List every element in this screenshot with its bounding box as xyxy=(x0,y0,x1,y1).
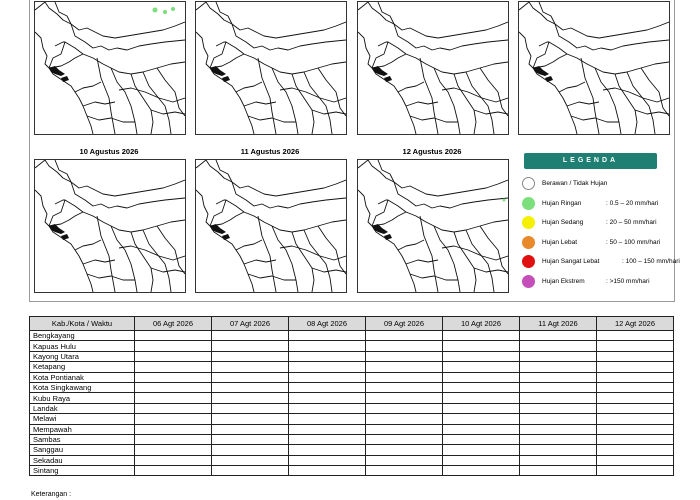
table-cell xyxy=(366,341,443,351)
table-cell xyxy=(289,414,366,424)
region-name: Sambas xyxy=(30,434,135,444)
table-cell xyxy=(289,331,366,341)
table-cell xyxy=(597,434,674,444)
legend-label: Hujan Lebat xyxy=(542,238,578,246)
table-cell xyxy=(366,455,443,465)
table-cell xyxy=(366,403,443,413)
legend-title: LEGENDA xyxy=(524,153,657,169)
table-cell xyxy=(366,393,443,403)
table-cell xyxy=(520,351,597,361)
legend-label: Berawan / Tidak Hujan xyxy=(542,180,608,187)
table-cell xyxy=(597,466,674,476)
table-cell xyxy=(520,372,597,382)
table-cell xyxy=(135,466,212,476)
table-cell xyxy=(520,331,597,341)
table-row xyxy=(30,466,674,476)
legend-range: : 100 – 150 mm/hari xyxy=(622,258,680,265)
region-name: Kota Pontianak xyxy=(30,372,135,382)
region-name: Bengkayang xyxy=(30,331,135,341)
table-cell xyxy=(212,351,289,361)
header-region: Kab./Kota / Waktu xyxy=(30,317,135,331)
table-cell xyxy=(289,403,366,413)
table-cell xyxy=(443,351,520,361)
region-name: Sekadau xyxy=(30,455,135,465)
table-cell xyxy=(289,382,366,392)
forecast-panel xyxy=(352,146,512,298)
table-cell xyxy=(135,393,212,403)
header-date: 10 Agt 2026 xyxy=(443,317,520,331)
rain-map xyxy=(195,159,347,293)
table-cell xyxy=(289,341,366,351)
region-name: Kayong Utara xyxy=(30,351,135,361)
region-name: Ketapang xyxy=(30,362,135,372)
table-cell xyxy=(212,434,289,444)
table-cell xyxy=(212,393,289,403)
table-row xyxy=(30,331,674,341)
rain-map xyxy=(518,1,670,135)
table-cell xyxy=(212,382,289,392)
panel-date-title: 10 Agustus 2026 xyxy=(79,147,139,156)
table-cell xyxy=(443,455,520,465)
header-date: 06 Agt 2026 xyxy=(135,317,212,331)
table-cell xyxy=(212,414,289,424)
table-cell xyxy=(597,341,674,351)
table-cell xyxy=(135,372,212,382)
table-cell xyxy=(289,455,366,465)
table-cell xyxy=(597,331,674,341)
light-rain-spot xyxy=(503,199,506,202)
table-cell xyxy=(443,403,520,413)
table-cell xyxy=(289,362,366,372)
region-name: Sintang xyxy=(30,466,135,476)
table-cell xyxy=(366,362,443,372)
table-row xyxy=(30,393,674,403)
table-cell xyxy=(289,424,366,434)
table-row xyxy=(30,455,674,465)
table-cell xyxy=(289,445,366,455)
table-cell xyxy=(597,424,674,434)
legend-label: Hujan Sangat Lebat xyxy=(542,258,600,265)
legend-swatch xyxy=(522,236,535,249)
table-cell xyxy=(443,445,520,455)
table-cell xyxy=(366,414,443,424)
table-cell xyxy=(443,382,520,392)
table-cell xyxy=(212,331,289,341)
table-cell xyxy=(443,362,520,372)
forecast-panel xyxy=(29,0,189,140)
forecast-table xyxy=(29,316,674,476)
legend-range: : 0.5 – 20 mm/hari xyxy=(606,199,659,207)
table-cell xyxy=(135,424,212,434)
table-row xyxy=(30,445,674,455)
table-cell xyxy=(135,434,212,444)
region-name: Landak xyxy=(30,403,135,413)
table-cell xyxy=(597,362,674,372)
region-name: Melawi xyxy=(30,414,135,424)
table-cell xyxy=(520,414,597,424)
table-cell xyxy=(212,445,289,455)
legend xyxy=(516,146,680,296)
header-date: 08 Agt 2026 xyxy=(289,317,366,331)
region-name: Mempawah xyxy=(30,424,135,434)
forecast-panel xyxy=(190,0,350,140)
light-rain-spot xyxy=(163,10,167,14)
legend-swatch xyxy=(522,255,535,268)
table-cell xyxy=(135,382,212,392)
table-cell xyxy=(597,445,674,455)
forecast-panel xyxy=(29,146,189,298)
legend-range: : 50 – 100 mm/hari xyxy=(606,238,661,246)
table-row xyxy=(30,372,674,382)
table-cell xyxy=(443,466,520,476)
table-cell xyxy=(212,362,289,372)
table-cell xyxy=(212,403,289,413)
table-cell xyxy=(289,351,366,361)
table-cell xyxy=(135,403,212,413)
table-cell xyxy=(289,466,366,476)
table-cell xyxy=(597,351,674,361)
rain-map xyxy=(357,1,509,135)
table-row xyxy=(30,434,674,444)
table-cell xyxy=(289,393,366,403)
table-cell xyxy=(597,393,674,403)
region-name: Kota Singkawang xyxy=(30,382,135,392)
light-rain-spot xyxy=(153,8,158,13)
rain-map xyxy=(195,1,347,135)
table-cell xyxy=(135,331,212,341)
table-cell xyxy=(443,341,520,351)
table-cell xyxy=(520,466,597,476)
table-cell xyxy=(289,372,366,382)
legend-label: Hujan Ekstrem xyxy=(542,277,585,285)
table-row xyxy=(30,362,674,372)
legend-range: : >150 mm/hari xyxy=(606,277,650,285)
table-cell xyxy=(597,382,674,392)
table-cell xyxy=(366,466,443,476)
table-cell xyxy=(135,455,212,465)
table-cell xyxy=(520,382,597,392)
forecast-panel xyxy=(513,0,673,140)
table-cell xyxy=(135,414,212,424)
table-cell xyxy=(366,445,443,455)
table-cell xyxy=(597,403,674,413)
table-cell xyxy=(135,362,212,372)
legend-label: Hujan Sedang xyxy=(542,219,584,226)
keterangan-label: Keterangan : xyxy=(31,491,72,498)
table-cell xyxy=(520,434,597,444)
table-cell xyxy=(520,424,597,434)
rain-map xyxy=(357,159,509,293)
table-cell xyxy=(366,372,443,382)
table-row xyxy=(30,382,674,392)
region-name: Kapuas Hulu xyxy=(30,341,135,351)
table-row xyxy=(30,341,674,351)
table-cell xyxy=(135,341,212,351)
table-cell xyxy=(520,362,597,372)
legend-swatch xyxy=(522,177,535,190)
table-cell xyxy=(212,455,289,465)
table-cell xyxy=(520,393,597,403)
rain-map xyxy=(34,1,186,135)
table-cell xyxy=(443,372,520,382)
table-cell xyxy=(520,445,597,455)
forecast-panel xyxy=(190,146,350,298)
table-cell xyxy=(212,466,289,476)
table-row xyxy=(30,351,674,361)
panel-date-title: 11 Agustus 2026 xyxy=(240,147,300,156)
table-row xyxy=(30,414,674,424)
table-cell xyxy=(212,372,289,382)
table-cell xyxy=(443,424,520,434)
table-cell xyxy=(366,382,443,392)
table-cell xyxy=(212,424,289,434)
legend-range: : 20 – 50 mm/hari xyxy=(606,219,657,226)
header-date: 12 Agt 2026 xyxy=(597,317,674,331)
table-cell xyxy=(135,351,212,361)
table-cell xyxy=(443,414,520,424)
legend-swatch xyxy=(522,216,535,229)
table-cell xyxy=(366,424,443,434)
region-name: Kubu Raya xyxy=(30,393,135,403)
table-cell xyxy=(366,434,443,444)
table-cell xyxy=(597,372,674,382)
table-cell xyxy=(366,351,443,361)
forecast-panel xyxy=(352,0,512,140)
table-cell xyxy=(443,331,520,341)
table-cell xyxy=(520,341,597,351)
light-rain-spot xyxy=(171,7,175,11)
panel-date-title: 12 Agustus 2026 xyxy=(402,147,462,156)
table-row xyxy=(30,403,674,413)
table-row xyxy=(30,424,674,434)
header-date: 07 Agt 2026 xyxy=(212,317,289,331)
region-name: Sanggau xyxy=(30,445,135,455)
table-cell xyxy=(597,455,674,465)
table-cell xyxy=(443,434,520,444)
table-cell xyxy=(212,341,289,351)
table-cell xyxy=(520,403,597,413)
table-cell xyxy=(443,393,520,403)
table-cell xyxy=(520,455,597,465)
rain-map xyxy=(34,159,186,293)
legend-swatch xyxy=(522,275,535,288)
legend-swatch xyxy=(522,197,535,210)
table-cell xyxy=(366,331,443,341)
table-cell xyxy=(597,414,674,424)
table-cell xyxy=(289,434,366,444)
header-date: 09 Agt 2026 xyxy=(366,317,443,331)
legend-label: Hujan Ringan xyxy=(542,199,582,207)
table-cell xyxy=(135,445,212,455)
header-date: 11 Agt 2026 xyxy=(520,317,597,331)
